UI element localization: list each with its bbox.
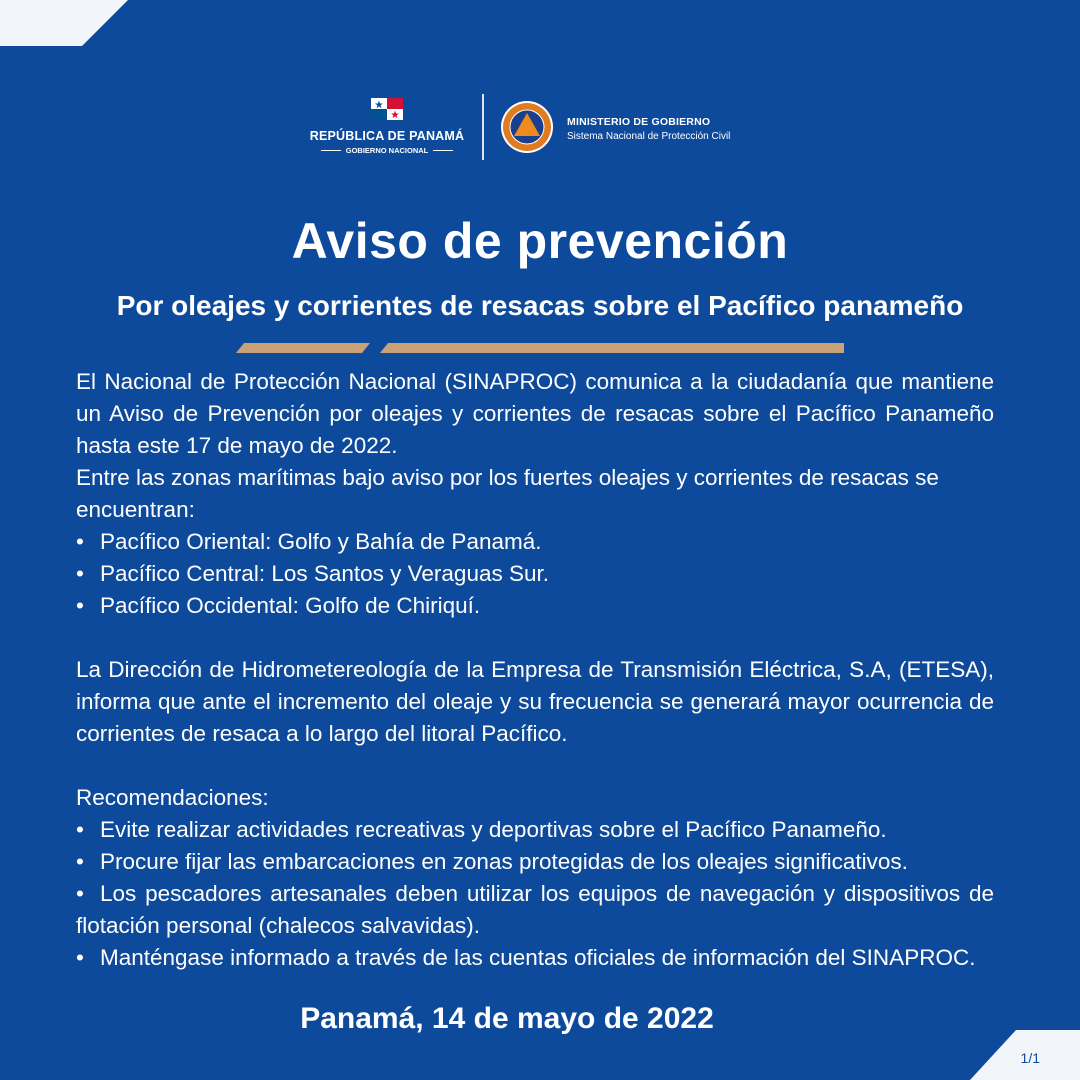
ministry-subtitle: Sistema Nacional de Protección Civil <box>567 131 731 142</box>
paragraph-zones-intro: Entre las zonas marítimas bajo aviso por los fuertes oleajes y corrientes de resacas se encuentran: <box>76 465 939 522</box>
list-item: • Manténgase informado a través de las cuentas oficiales de información del SINAPROC. <box>76 945 976 970</box>
list-item: • Pacífico Central: Los Santos y Veraguas Sur. <box>76 561 550 586</box>
list-item: • Pacífico Occidental: Golfo de Chiriquí. <box>76 593 481 618</box>
header-divider <box>482 94 484 160</box>
sinaproc-seal-icon <box>500 100 554 154</box>
ministry-block <box>567 116 730 142</box>
panama-flag-icon <box>371 98 403 120</box>
list-item: • Los pescadores artesanales deben utilizar los equipos de navegación y dispositivos de flotación personal (chalecos salvavidas). <box>76 881 994 938</box>
page-title: Aviso de prevención <box>291 213 789 269</box>
list-item: • Procure fijar las embarcaciones en zonas protegidas de los oleajes significativos. <box>76 849 908 874</box>
country-title: REPÚBLICA DE PANAMÁ <box>309 129 465 143</box>
page-subtitle: Por oleajes y corrientes de resacas sobre el Pacífico panameño <box>116 290 964 321</box>
country-subtitle-row <box>304 146 470 155</box>
divider-line <box>433 150 453 151</box>
ministry-title: MINISTERIO DE GOBIERNO <box>567 116 711 128</box>
header-logos <box>0 92 1080 164</box>
notice-body <box>76 366 994 974</box>
list-item: • Evite realizar actividades recreativas y deportivas sobre el Pacífico Panameño. <box>76 817 887 842</box>
country-subtitle: GOBIERNO NACIONAL <box>345 146 429 155</box>
page-number: 1/1 <box>1020 1050 1040 1066</box>
divider-line <box>321 150 341 151</box>
paragraph-intro: El Nacional de Protección Nacional (SINAPROC) comunica a la ciudadanía que mantiene un Aviso de Prevención por oleajes y corrientes de resacas sobre el Pacífico Panameño hasta este 17 de mayo de 2022. <box>76 369 994 458</box>
list-item: • Pacífico Oriental: Golfo y Bahía de Panamá. <box>76 529 542 554</box>
recommendations-heading: Recomendaciones: <box>76 785 269 810</box>
corner-decoration-top-left <box>0 0 130 48</box>
gold-divider <box>0 342 1080 354</box>
paragraph-etesa: La Dirección de Hidrometereología de la Empresa de Transmisión Eléctrica, S.A, (ETESA), informa que ante el incremento del oleaje y su frecuencia se generará mayor ocurrencia de corrientes de resaca a lo largo del litoral Pacífico. <box>76 657 994 746</box>
date-line: Panamá, 14 de mayo de 2022 <box>300 1002 714 1035</box>
panama-government-logo <box>304 98 470 155</box>
